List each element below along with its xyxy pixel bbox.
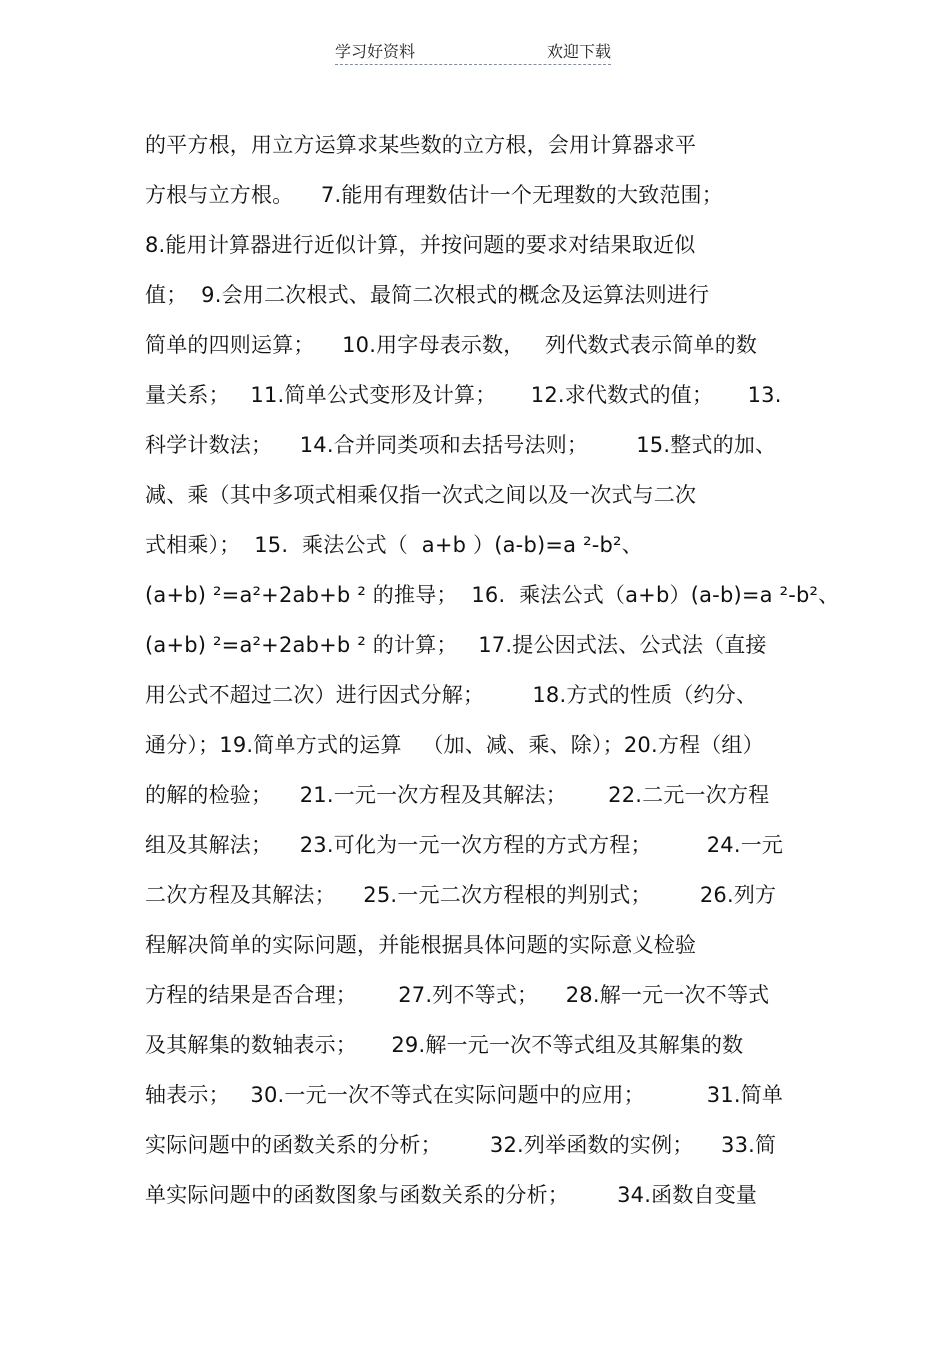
text-line: 及其解集的数轴表示； 29.解一元一次不等式组及其解集的数: [145, 1033, 744, 1057]
text-line: (a+b) ²=a²+2ab+b ² 的计算； 17.提公因式法、公式法（直接: [145, 633, 767, 657]
page-header: [335, 40, 611, 65]
text-line: 通分）；19.简单方式的运算 （加、减、乘、除）；20.方程（组）: [145, 733, 764, 757]
text-line: 减、乘（其中多项式相乘仅指一次式之间以及一次式与二次: [145, 483, 697, 507]
text-line: 的平方根，用立方运算求某些数的立方根，会用计算器求平: [145, 133, 697, 157]
text-line: 方程的结果是否合理； 27.列不等式； 28.解一元一次不等式: [145, 983, 770, 1007]
header-left-text: 学习好资料: [335, 42, 416, 61]
text-line: 科学计数法； 14.合并同类项和去括号法则； 15.整式的加、: [145, 433, 777, 457]
text-line: 二次方程及其解法； 25.一元二次方程根的判别式； 26.列方: [145, 883, 777, 907]
text-line: 方根与立方根。 7.能用有理数估计一个无理数的大致范围；: [145, 183, 723, 207]
text-line: 组及其解法； 23.可化为一元一次方程的方式方程； 24.一元: [145, 833, 784, 857]
text-line: 轴表示； 30.一元一次不等式在实际问题中的应用； 31.简单: [145, 1083, 784, 1107]
header-right-text: 欢迎下载: [546, 42, 611, 61]
text-line: 程解决简单的实际问题，并能根据具体问题的实际意义检验: [145, 933, 697, 957]
text-line: 简单的四则运算； 10.用字母表示数， 列代数式表示简单的数: [145, 333, 758, 357]
text-line: 8.能用计算器进行近似计算，并按问题的要求对结果取近似: [145, 233, 696, 257]
text-line: 用公式不超过二次）进行因式分解； 18.方式的性质（约分、: [145, 683, 758, 707]
text-line: 单实际问题中的函数图象与函数关系的分析； 34.函数自变量: [145, 1183, 758, 1207]
text-line: (a+b) ²=a²+2ab+b ² 的推导； 16. 乘法公式（a+b）(a-b)=a ²-b²、: [145, 583, 840, 607]
text-line: 式相乘）； 15. 乘法公式（ a+b ）(a-b)=a ²-b²、: [145, 533, 643, 557]
text-line: 值； 9.会用二次根式、最简二次根式的概念及运算法则进行: [145, 283, 710, 307]
text-line: 的解的检验； 21.一元一次方程及其解法； 22.二元一次方程: [145, 783, 770, 807]
text-line: 实际问题中的函数关系的分析； 32.列举函数的实例； 33.简: [145, 1133, 777, 1157]
text-line: 量关系； 11.简单公式变形及计算； 12.求代数式的值； 13.: [145, 383, 782, 407]
document-body: [145, 120, 840, 1220]
